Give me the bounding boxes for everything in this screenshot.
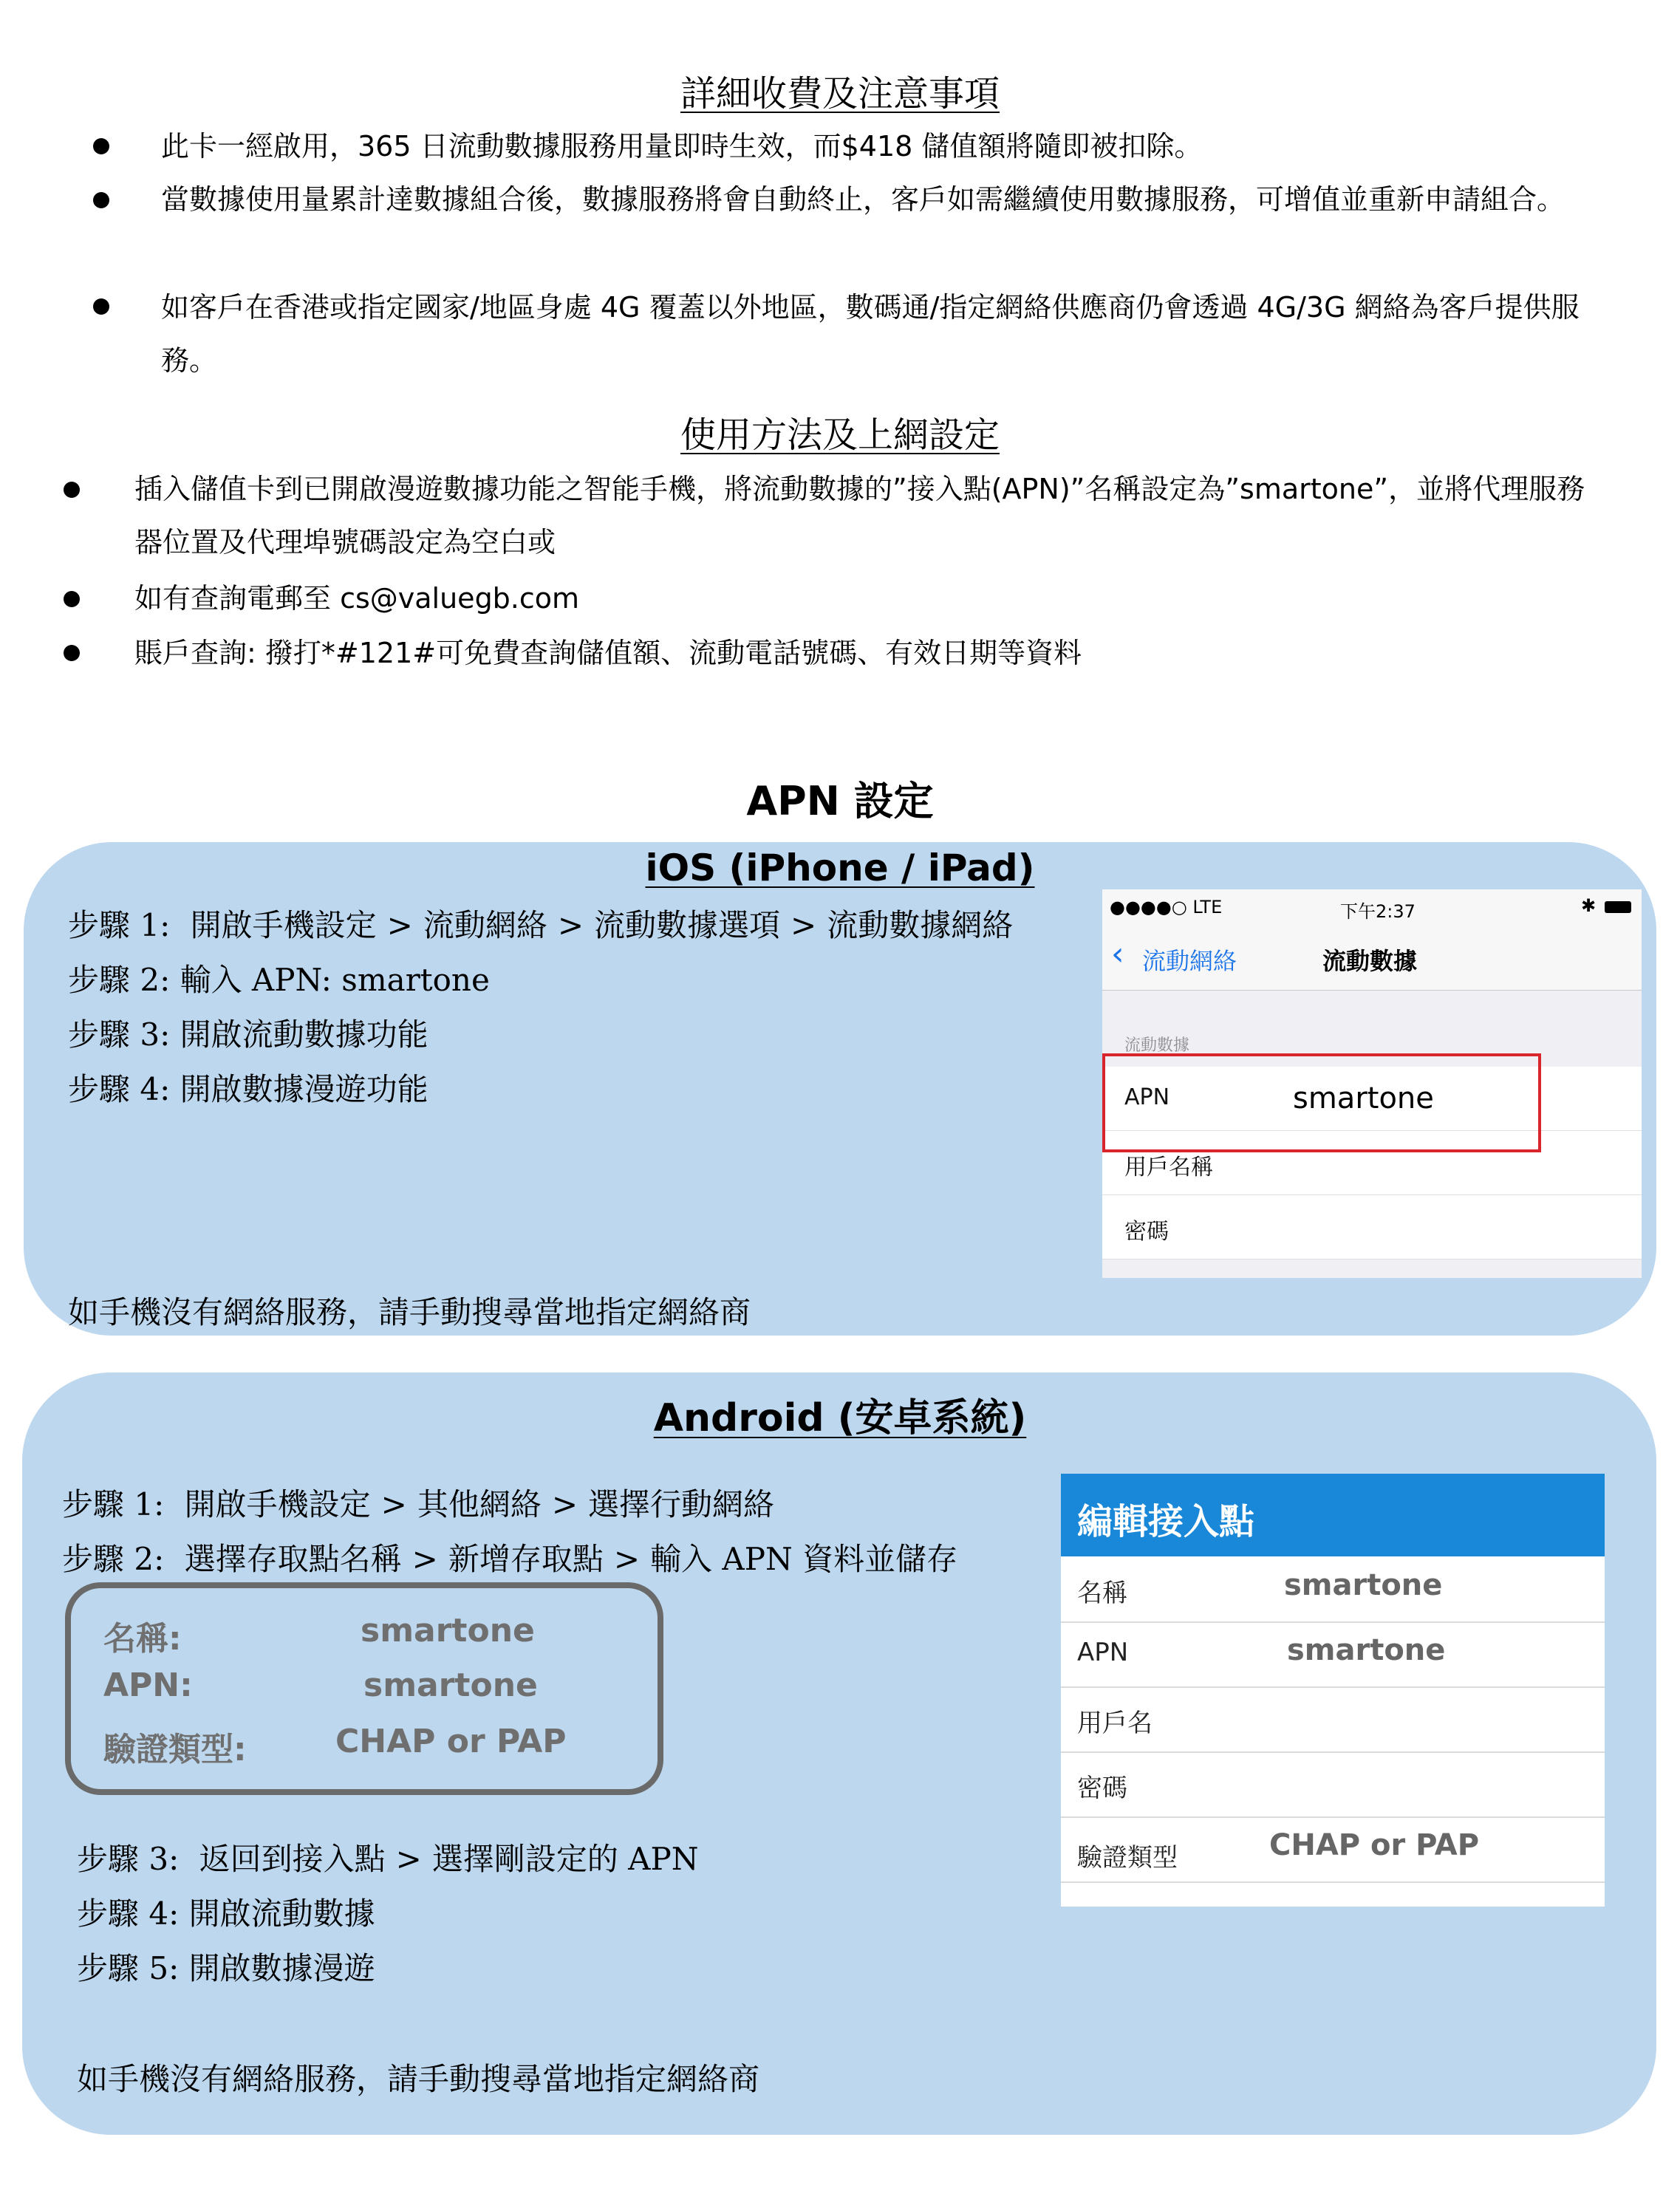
bullet-dot bbox=[64, 645, 80, 661]
usage-bullet-1: 插入儲值卡到已開啟漫遊數據功能之智能手機，將流動數據的”接入點(APN)”名稱設定為”smartone”，並將代理服務器位置及代理埠號碼設定為空白或 bbox=[134, 473, 1585, 558]
row-label: 密碼 bbox=[1077, 1774, 1127, 1803]
section-title-charges: 詳細收費及注意事項 bbox=[680, 73, 1000, 114]
box-apn-value: smartone bbox=[363, 1666, 538, 1704]
row-label: APN bbox=[1077, 1638, 1129, 1667]
separator-arrow: > bbox=[412, 1541, 438, 1577]
password-row[interactable] bbox=[1061, 1751, 1605, 1818]
step-part: 新增存取點 bbox=[448, 1541, 604, 1577]
step-part: 開啟手機設定 bbox=[190, 907, 377, 943]
bullet-dot bbox=[93, 138, 109, 154]
step-part: 選擇存取點名稱 bbox=[184, 1541, 402, 1577]
row-label: 用戶名 bbox=[1077, 1709, 1153, 1738]
bullet-dot bbox=[64, 591, 80, 607]
back-chevron-icon[interactable]: ‹ bbox=[1111, 935, 1124, 973]
ios-title: iOS (iPhone / iPad) bbox=[645, 847, 1035, 889]
row-label: 名稱 bbox=[1077, 1579, 1127, 1608]
step-label: 步驟 2: bbox=[62, 1541, 165, 1577]
password-label: 密碼 bbox=[1124, 1219, 1169, 1245]
nav-title: 流動數據 bbox=[1322, 947, 1418, 975]
header-title: 編輯接入點 bbox=[1077, 1501, 1255, 1542]
bluetooth-icon: ✱ bbox=[1581, 895, 1597, 916]
edit-apn-header bbox=[1061, 1474, 1605, 1556]
ios-note: 如手機沒有網絡服務，請手動搜尋當地指定網絡商 bbox=[68, 1294, 751, 1330]
android-title: Android (安卓系統) bbox=[653, 1396, 1027, 1440]
charges-bullet-1: 此卡一經啟用，365 日流動數據服務用量即時生效，而$418 儲值額將隨即被扣除。 bbox=[161, 130, 1203, 163]
bullet-dot bbox=[93, 192, 109, 208]
apn-row[interactable] bbox=[1061, 1621, 1605, 1688]
auth-type-row[interactable] bbox=[1061, 1816, 1605, 1883]
apn-label: APN bbox=[1124, 1084, 1170, 1110]
bullet-dot bbox=[64, 482, 80, 498]
box-apn-label: APN: bbox=[103, 1666, 193, 1704]
row-value[interactable]: CHAP or PAP bbox=[1269, 1828, 1480, 1862]
section-title-usage: 使用方法及上網設定 bbox=[680, 414, 1000, 456]
android-screenshot bbox=[1061, 1474, 1605, 1907]
box-name-label: 名稱: bbox=[103, 1620, 182, 1658]
name-row[interactable] bbox=[1061, 1556, 1605, 1623]
ios-step-1 bbox=[68, 901, 1013, 946]
charges-bullet-3: 如客戶在香港或指定國家/地區身處 4G 覆蓋以外地區，數碼通/指定網絡供應商仍會透過 4G/3G 網絡為客戶提供服務。 bbox=[161, 291, 1580, 377]
separator-arrow: > bbox=[386, 907, 413, 943]
username-row[interactable] bbox=[1061, 1686, 1605, 1753]
box-name-value: smartone bbox=[361, 1612, 535, 1650]
step-part: 流動網絡 bbox=[423, 907, 547, 943]
ios-screenshot bbox=[1102, 889, 1642, 1278]
row-value[interactable]: smartone bbox=[1287, 1633, 1446, 1667]
step-part: 返回到接入點 bbox=[199, 1841, 386, 1877]
android-step-1 bbox=[62, 1480, 774, 1525]
ios-step-3: 步驟 3: 開啟流動數據功能 bbox=[68, 1016, 428, 1053]
separator-arrow: > bbox=[380, 1486, 407, 1522]
status-bar bbox=[1102, 889, 1642, 925]
separator-arrow: > bbox=[551, 1486, 578, 1522]
android-step-3 bbox=[77, 1835, 699, 1879]
step-part: 選擇行動網絡 bbox=[588, 1486, 775, 1522]
step-part: 開啟手機設定 bbox=[184, 1486, 371, 1522]
highlight-box bbox=[1102, 1053, 1541, 1152]
separator-arrow: > bbox=[613, 1541, 641, 1577]
ios-step-4: 步驟 4: 開啟數據漫遊功能 bbox=[68, 1071, 428, 1107]
signal-indicator: ●●●●○ LTE bbox=[1110, 897, 1223, 917]
battery-icon bbox=[1605, 901, 1631, 913]
nav-bar bbox=[1102, 925, 1642, 991]
charges-bullet-2: 當數據使用量累計達數據組合後，數據服務將會自動終止，客戶如需繼續使用數據服務，可增值並重新申請組合。 bbox=[161, 183, 1565, 216]
usage-bullet-2: 如有查詢電郵至 cs@valuegb.com bbox=[134, 582, 580, 615]
step-part: 流動數據網絡 bbox=[827, 907, 1014, 943]
step-label: 步驟 3: bbox=[77, 1841, 180, 1877]
ios-step-2: 步驟 2: 輸入 APN: smartone bbox=[68, 962, 490, 998]
separator-arrow: > bbox=[395, 1841, 422, 1877]
step-label: 步驟 1: bbox=[68, 907, 171, 943]
android-note: 如手機沒有網絡服務，請手動搜尋當地指定網絡商 bbox=[77, 2061, 760, 2097]
step-label: 步驟 1: bbox=[62, 1486, 165, 1522]
bullet-dot bbox=[93, 298, 109, 315]
username-label: 用戶名稱 bbox=[1124, 1155, 1213, 1180]
step-part: 其他網絡 bbox=[417, 1486, 542, 1522]
section-header: 流動數據 bbox=[1124, 1036, 1190, 1055]
usage-bullet-3: 賬戶查詢: 撥打*#121#可免費查詢儲值額、流動電話號碼、有效日期等資料 bbox=[134, 637, 1082, 669]
back-button[interactable]: 流動網絡 bbox=[1142, 947, 1237, 975]
step-part: 選擇剛設定的 APN bbox=[431, 1841, 699, 1877]
apn-settings-title: APN 設定 bbox=[746, 778, 934, 824]
android-step-2 bbox=[62, 1535, 957, 1579]
separator-arrow: > bbox=[557, 907, 584, 943]
row-label: 驗證類型 bbox=[1077, 1843, 1178, 1873]
separator-arrow: > bbox=[791, 907, 817, 943]
clock: 下午2:37 bbox=[1340, 901, 1416, 922]
row-value[interactable]: smartone bbox=[1284, 1568, 1443, 1602]
password-row[interactable] bbox=[1102, 1195, 1642, 1259]
apn-value[interactable]: smartone bbox=[1293, 1081, 1434, 1115]
android-step-5: 步驟 5: 開啟數據漫遊 bbox=[77, 1950, 375, 1986]
step-part: 流動數據選項 bbox=[594, 907, 781, 943]
step-part: 輸入 APN 資料並儲存 bbox=[650, 1541, 958, 1577]
android-step-4: 步驟 4: 開啟流動數據 bbox=[77, 1895, 375, 1932]
box-auth-value: CHAP or PAP bbox=[335, 1723, 567, 1760]
box-auth-label: 驗證類型: bbox=[103, 1731, 247, 1768]
